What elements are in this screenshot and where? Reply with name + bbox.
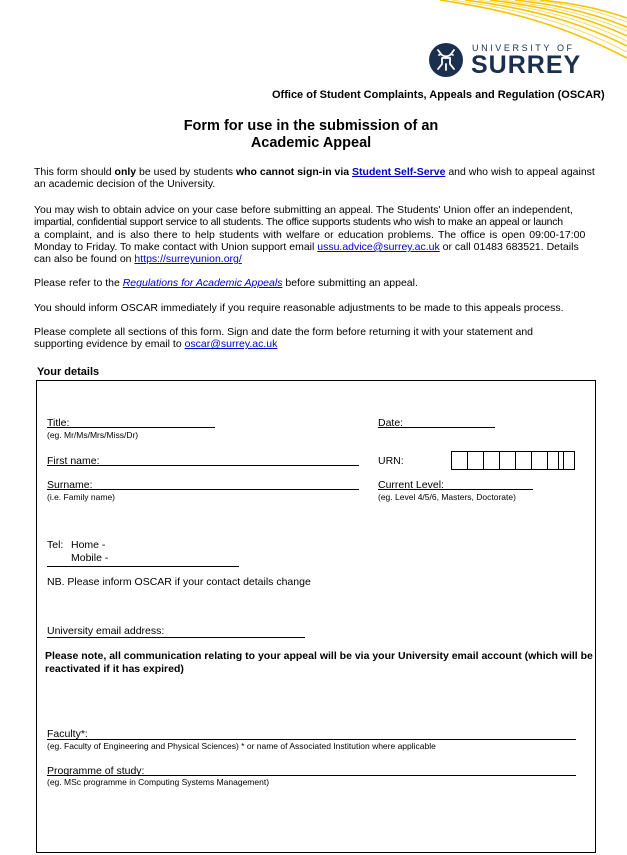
date-label: Date:	[378, 417, 404, 429]
intro-p2-line1: You may wish to obtain advice on your case before submitting an appeal. The Students' Union offer an independent,	[34, 204, 573, 216]
contact-details-note: NB. Please inform OSCAR if your contact details change	[47, 576, 311, 588]
urn-digit-box[interactable]	[451, 451, 468, 470]
intro-paragraph-3	[34, 277, 418, 289]
tel-label: Tel:	[47, 539, 64, 551]
intro-p1-text: This form should	[34, 166, 115, 178]
intro-paragraph-5	[34, 326, 594, 351]
email-communication-note: Please note, all communication relating to your appeal will be via your University email account (which will be reactivated if it has expired)	[45, 650, 593, 675]
title-hint: (eg. Mr/Ms/Mrs/Miss/Dr)	[47, 430, 139, 440]
urn-digit-box[interactable]	[467, 451, 484, 470]
intro-p3-text: Please refer to the	[34, 277, 123, 289]
surname-field[interactable]	[47, 489, 359, 490]
first-name-field[interactable]	[47, 465, 359, 466]
office-name: Office of Student Complaints, Appeals and Regulation (OSCAR)	[272, 89, 605, 101]
intro-paragraph-1	[34, 166, 594, 191]
university-email-field[interactable]	[47, 637, 305, 638]
faculty-hint: (eg. Faculty of Engineering and Physical Sciences) * or name of Associated Institution where applicable	[47, 741, 436, 751]
date-field[interactable]	[378, 427, 495, 428]
university-email-label: University email address:	[47, 625, 165, 637]
intro-p3-text-b: before submitting an appeal.	[282, 277, 418, 289]
intro-p1-text-c: and who wish to appeal against	[445, 166, 595, 178]
intro-p5-line2: supporting evidence by email to	[34, 338, 185, 351]
title-field[interactable]	[47, 427, 215, 428]
student-self-serve-link[interactable]: Student Self-Serve	[352, 166, 446, 178]
current-level-field[interactable]	[378, 489, 533, 490]
intro-p1-text-b: be used by students	[136, 166, 236, 178]
first-name-label: First name:	[47, 455, 100, 467]
urn-digit-box[interactable]	[483, 451, 500, 470]
intro-p1-only: only	[114, 166, 137, 178]
logo-university-of: UNIVERSITY OF	[472, 43, 575, 53]
title-label: Title:	[47, 417, 70, 429]
surname-label: Surname:	[47, 479, 93, 491]
logo-surrey: SURREY	[471, 51, 582, 79]
programme-hint: (eg. MSc programme in Computing Systems Management)	[47, 777, 270, 787]
intro-p2-line3: a complaint, and is also there to help students with welfare or education problems. The office is open 09:00-17:00	[34, 228, 586, 241]
regulations-link[interactable]: Regulations for Academic Appeals	[122, 277, 283, 289]
current-level-label: Current Level:	[378, 479, 444, 491]
oscar-email-link[interactable]: oscar@surrey.ac.uk	[184, 338, 278, 351]
urn-digit-box[interactable]	[515, 451, 532, 470]
urn-digit-box[interactable]	[499, 451, 516, 470]
current-level-hint: (eg. Level 4/5/6, Masters, Doctorate)	[378, 492, 516, 502]
programme-field[interactable]	[47, 775, 576, 776]
faculty-field[interactable]	[47, 739, 576, 740]
form-title	[150, 118, 472, 152]
urn-digit-box[interactable]	[531, 451, 548, 470]
surrey-union-link[interactable]: https://surreyunion.org/	[134, 253, 242, 266]
intro-p2-line5: can also be found on	[34, 253, 135, 266]
intro-paragraph-2	[34, 204, 594, 265]
urn-label: URN:	[378, 455, 404, 467]
intro-p5-line1: Please complete all sections of this form. Sign and date the form before returning it with your statement and	[34, 326, 534, 338]
programme-label: Programme of study:	[47, 765, 145, 777]
urn-digit-box[interactable]	[558, 451, 575, 470]
intro-p1-bold: who cannot sign-in via	[235, 166, 353, 178]
intro-p2-line2: impartial, confidential support service to all students. The office supports students who wish to make an appeal or launch	[34, 216, 563, 229]
tel-home-label: Home -	[71, 539, 106, 551]
intro-p1-line2: an academic decision of the University.	[34, 178, 216, 191]
faculty-label: Faculty*:	[47, 728, 88, 740]
tel-mobile-label: Mobile -	[71, 552, 109, 564]
union-advice-email-link[interactable]: ussu.advice@surrey.ac.uk	[317, 240, 440, 253]
form-title-line1: Form for use in the submission of an	[183, 118, 439, 134]
tel-field[interactable]	[47, 566, 239, 567]
intro-p2-line4b: or call 01483 683521. Details	[439, 240, 579, 253]
form-title-line2: Academic Appeal	[250, 135, 372, 151]
stag-crest-icon	[428, 42, 464, 78]
surname-hint: (i.e. Family name)	[47, 492, 116, 502]
your-details-heading: Your details	[37, 366, 100, 378]
intro-paragraph-4: You should inform OSCAR immediately if you require reasonable adjustments to be made to this appeals process.	[34, 302, 564, 314]
intro-p2-line4: Monday to Friday. To make contact with Union support email	[34, 240, 318, 253]
university-logo	[428, 42, 588, 82]
